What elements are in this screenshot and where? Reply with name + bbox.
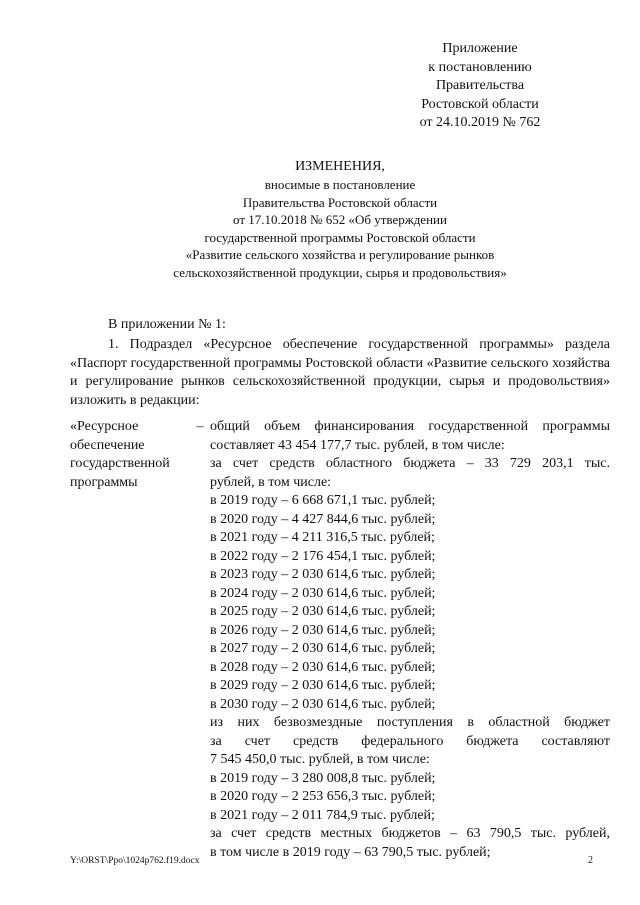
resource-line: в 2022 году – 2 176 454,1 тыс. рублей; bbox=[210, 548, 436, 564]
resource-line: в 2029 году – 2 030 614,6 тыс. рублей; bbox=[210, 678, 436, 693]
resource-line: в 2021 году – 2 011 784,9 тыс. рублей; bbox=[210, 807, 435, 823]
title-line: Правительства Ростовской области bbox=[242, 194, 438, 210]
title-main: ИЗМЕНЕНИЯ, bbox=[295, 159, 385, 174]
resource-label-line: обеспечение bbox=[70, 437, 145, 453]
title-line: «Развитие сельского хозяйства и регулирование рынков bbox=[185, 247, 495, 262]
appendix-line: к постановлению bbox=[428, 59, 532, 75]
resource-line: в том числе в 2019 году – 63 790,5 тыс. рублей; bbox=[210, 844, 491, 860]
resource-line: в 2019 году – 6 668 671,1 тыс. рублей; bbox=[210, 493, 436, 508]
intro-text: В приложении № 1: bbox=[108, 317, 226, 332]
resource-line: в 2021 году – 4 211 316,5 тыс. рублей; bbox=[210, 530, 435, 545]
resource-line: составляет 43 454 177,7 тыс. рублей, в том числе: bbox=[210, 437, 505, 453]
resource-label bbox=[70, 418, 190, 492]
resource-line: в 2025 году – 2 030 614,6 тыс. рублей; bbox=[210, 604, 436, 619]
resource-line: в 2020 году – 2 253 656,3 тыс. рублей; bbox=[210, 789, 436, 804]
appendix-header bbox=[360, 40, 600, 133]
resource-label-line: «Ресурсное bbox=[70, 419, 139, 434]
resource-line: в 2030 году – 2 030 614,6 тыс. рублей; bbox=[210, 696, 436, 712]
title-line: вносимые в постановление bbox=[264, 177, 416, 192]
resource-dash: – bbox=[196, 419, 204, 434]
resource-line: в 2019 году – 3 280 008,8 тыс. рублей; bbox=[210, 770, 436, 786]
resource-label-line: государственной bbox=[70, 456, 170, 471]
resource-line: в 2024 году – 2 030 614,6 тыс. рублей; bbox=[210, 585, 436, 601]
appendix-line: Приложение bbox=[442, 41, 518, 56]
appendix-line: Ростовской области bbox=[421, 96, 539, 112]
resource-line: за счет средств федерального бюджета составляют bbox=[210, 733, 610, 749]
document-title bbox=[60, 158, 620, 281]
resource-line: из них безвозмездные поступления в областной бюджет bbox=[210, 715, 610, 730]
resource-line: за счет средств областного бюджета – 33 729 203,1 тыс. bbox=[210, 456, 610, 471]
title-line: сельскохозяйственной продукции, сырья и продовольствия» bbox=[173, 264, 507, 280]
resource-line: в 2023 году – 2 030 614,6 тыс. рублей; bbox=[210, 567, 436, 582]
resource-line: в 2027 году – 2 030 614,6 тыс. рублей; bbox=[210, 641, 436, 656]
resource-line: 7 545 450,0 тыс. рублей, в том числе: bbox=[210, 752, 430, 767]
footer-file-path: Y:\ORST\Ppo\1024p762.f19.docx bbox=[70, 856, 200, 866]
resource-line: в 2028 году – 2 030 614,6 тыс. рублей; bbox=[210, 659, 436, 675]
resource-line: общий объем финансирования государственной программы bbox=[210, 419, 610, 434]
page-number: 2 bbox=[588, 855, 593, 866]
title-line: государственной программы Ростовской области bbox=[204, 229, 476, 245]
appendix-line: от 24.10.2019 № 762 bbox=[419, 115, 541, 130]
resource-line: в 2026 году – 2 030 614,6 тыс. рублей; bbox=[210, 622, 436, 638]
resource-line: за счет средств местных бюджетов – 63 790,5 тыс. рублей, bbox=[210, 826, 610, 841]
resource-label-line: программы bbox=[70, 474, 138, 490]
resource-line: в 2020 году – 4 427 844,6 тыс. рублей; bbox=[210, 511, 436, 527]
resource-line: рублей, в том числе: bbox=[210, 474, 332, 490]
resource-content bbox=[210, 418, 610, 862]
appendix-line: Правительства bbox=[435, 78, 525, 93]
title-line: от 17.10.2018 № 652 «Об утверждении bbox=[233, 212, 447, 227]
paragraph-1: 1. Подраздел «Ресурсное обеспечение государственной программы» раздела «Паспорт государственной программы Ростовской области «Развитие сельского хозяйства и регулирование рынков сельскохозяйственной продукции, сырья и продовольствия» изложить в редакции: bbox=[70, 337, 610, 408]
